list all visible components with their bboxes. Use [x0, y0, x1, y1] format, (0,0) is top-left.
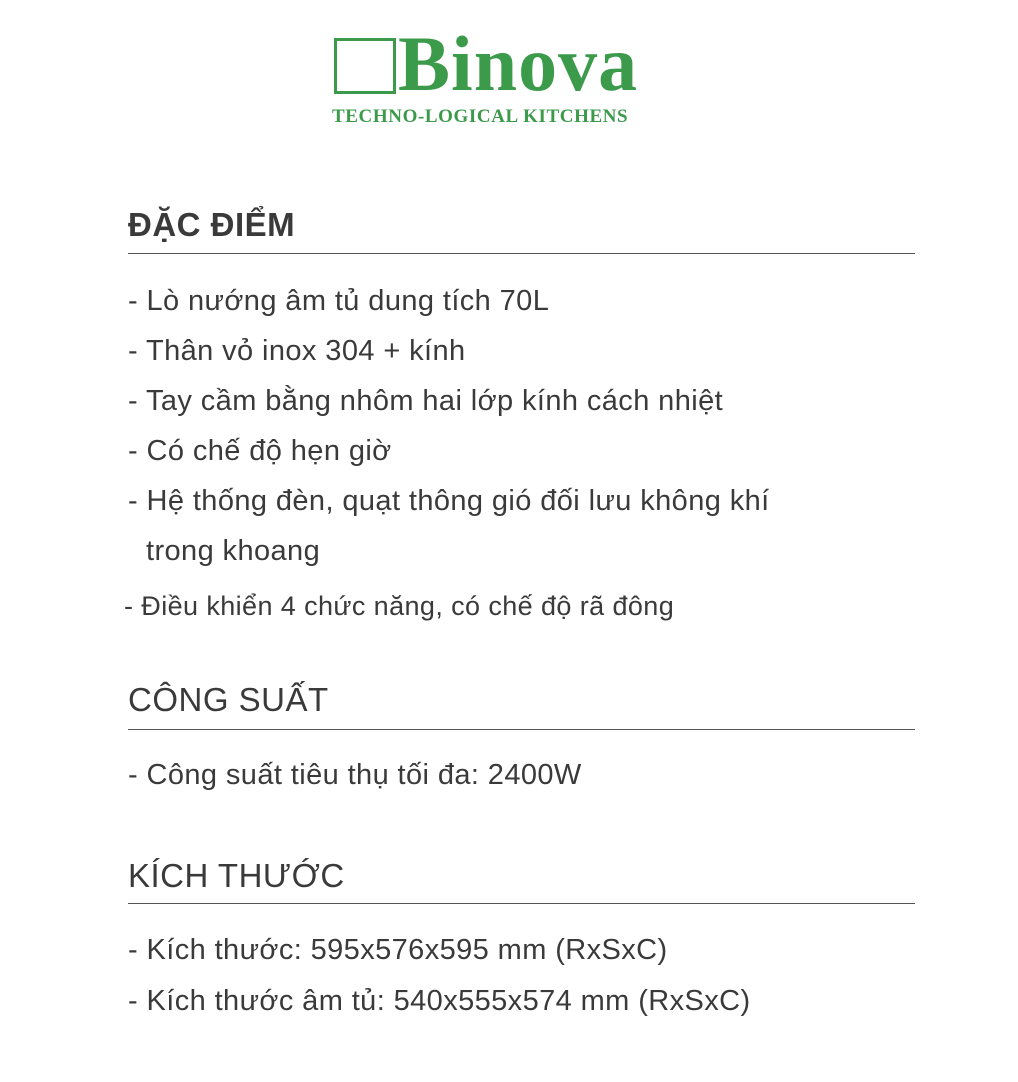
list-item: - Hệ thống đèn, quạt thông gió đối lưu không khí — [128, 485, 770, 517]
section-divider — [128, 253, 915, 254]
list-item: - Điều khiển 4 chức năng, có chế độ rã đông — [124, 591, 675, 621]
list-item: - Có chế độ hẹn giờ — [128, 435, 392, 467]
list-item-continuation: trong khoang — [146, 535, 321, 567]
logo-tagline: TECHNO-LOGICAL KITCHENS — [332, 106, 629, 127]
section-divider — [128, 729, 915, 730]
logo-name: Binova — [398, 20, 639, 107]
section-title-features: ĐẶC ĐIỂM — [128, 206, 296, 243]
logo-square-icon — [334, 38, 396, 94]
list-item: - Kích thước: 595x576x595 mm (RxSxC) — [128, 934, 668, 966]
section-divider — [128, 903, 915, 904]
list-item: - Tay cầm bằng nhôm hai lớp kính cách nhiệt — [128, 385, 724, 417]
list-item: - Kích thước âm tủ: 540x555x574 mm (RxSxC) — [128, 985, 751, 1017]
section-title-dimensions: KÍCH THƯỚC — [128, 857, 345, 894]
section-title-power: CÔNG SUẤT — [128, 681, 329, 718]
list-item: - Thân vỏ inox 304 + kính — [128, 335, 466, 367]
brand-logo — [332, 20, 682, 130]
list-item: - Công suất tiêu thụ tối đa: 2400W — [128, 759, 582, 791]
list-item: - Lò nướng âm tủ dung tích 70L — [128, 285, 550, 317]
